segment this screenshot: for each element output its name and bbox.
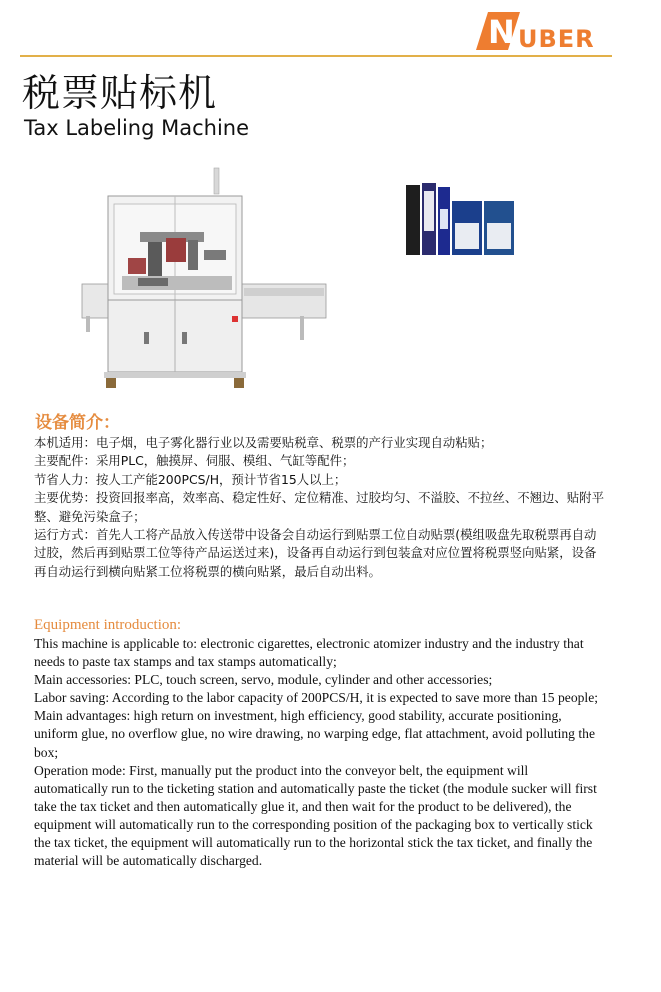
logo-text: UBER <box>518 25 595 53</box>
nuber-logo-icon <box>476 10 612 54</box>
intro-body-en <box>34 635 604 870</box>
intro-zh-paragraph: 主要配件：采用PLC，触摸屏、伺服、模组、气缸等配件； <box>34 453 355 469</box>
intro-en-paragraph: Main accessories: PLC, touch screen, servo, module, cylinder and other accessories; <box>34 672 493 688</box>
header-rule <box>20 55 612 57</box>
section-heading-en: Equipment introduction: <box>34 617 182 633</box>
page-title-zh: 税票贴标机 <box>22 71 218 115</box>
section-heading-zh: 设备简介： <box>35 413 120 433</box>
intro-zh-paragraph: 节省人力：按人工产能200PCS/H，预计节省15人以上； <box>34 471 347 487</box>
machine-photo <box>78 166 332 392</box>
intro-en-paragraph: This machine is applicable to: electronic cigarettes, electronic atomizer industry and the industry that needs to paste tax stamps and tax stamps automatically; <box>34 636 584 670</box>
product-boxes-photo <box>404 181 516 257</box>
intro-body-zh <box>34 434 604 581</box>
intro-zh-paragraph: 运行方式：首先人工将产品放入传送带中设备会自动运行到贴票工位自动贴票(模组吸盘先取税票再自动过胶，然后再到贴票工位等待产品运送过来)，设备再自动运行到包装盒对应位置将税票竖向贴紧，设备再自动运行到横向贴紧工位将税票的横向贴紧，最后自动出料。 <box>34 527 597 579</box>
page-title-en: Tax Labeling Machine <box>24 116 250 140</box>
intro-zh-paragraph: 主要优势：投资回报率高，效率高、稳定性好、定位精准、过胶均匀、不溢胶、不拉丝、不翘边、贴附平整、避免污染盒子； <box>34 490 604 524</box>
logo-mark: N <box>488 13 515 51</box>
intro-zh-paragraph: 本机适用：电子烟，电子雾化器行业以及需要贴税章、税票的产行业实现自动粘贴； <box>34 435 493 450</box>
intro-en-paragraph: Operation mode: First, manually put the product into the conveyor belt, the equipment will automatically run to the ticketing station and automatically paste the ticket (the module sucker will first take the tax ticket and then automatically glue it, and then wait for the product to be delivered), the equipment will automatically run to the corresponding position of the packaging box to vertically stick the tax ticket, the equipment will automatically run to the horizontal stick the tax ticket, and finally the material will be automatically discharged. <box>34 762 597 869</box>
intro-en-paragraph: Labor saving: According to the labor capacity of 200PCS/H, it is expected to save more than 15 people; <box>34 690 599 706</box>
intro-en-paragraph: Main advantages: high return on investment, high efficiency, good stability, accurate positioning, uniform glue, no overflow glue, no wire drawing, no warping edge, flat attachment, avoid polluting the box; <box>34 708 595 760</box>
